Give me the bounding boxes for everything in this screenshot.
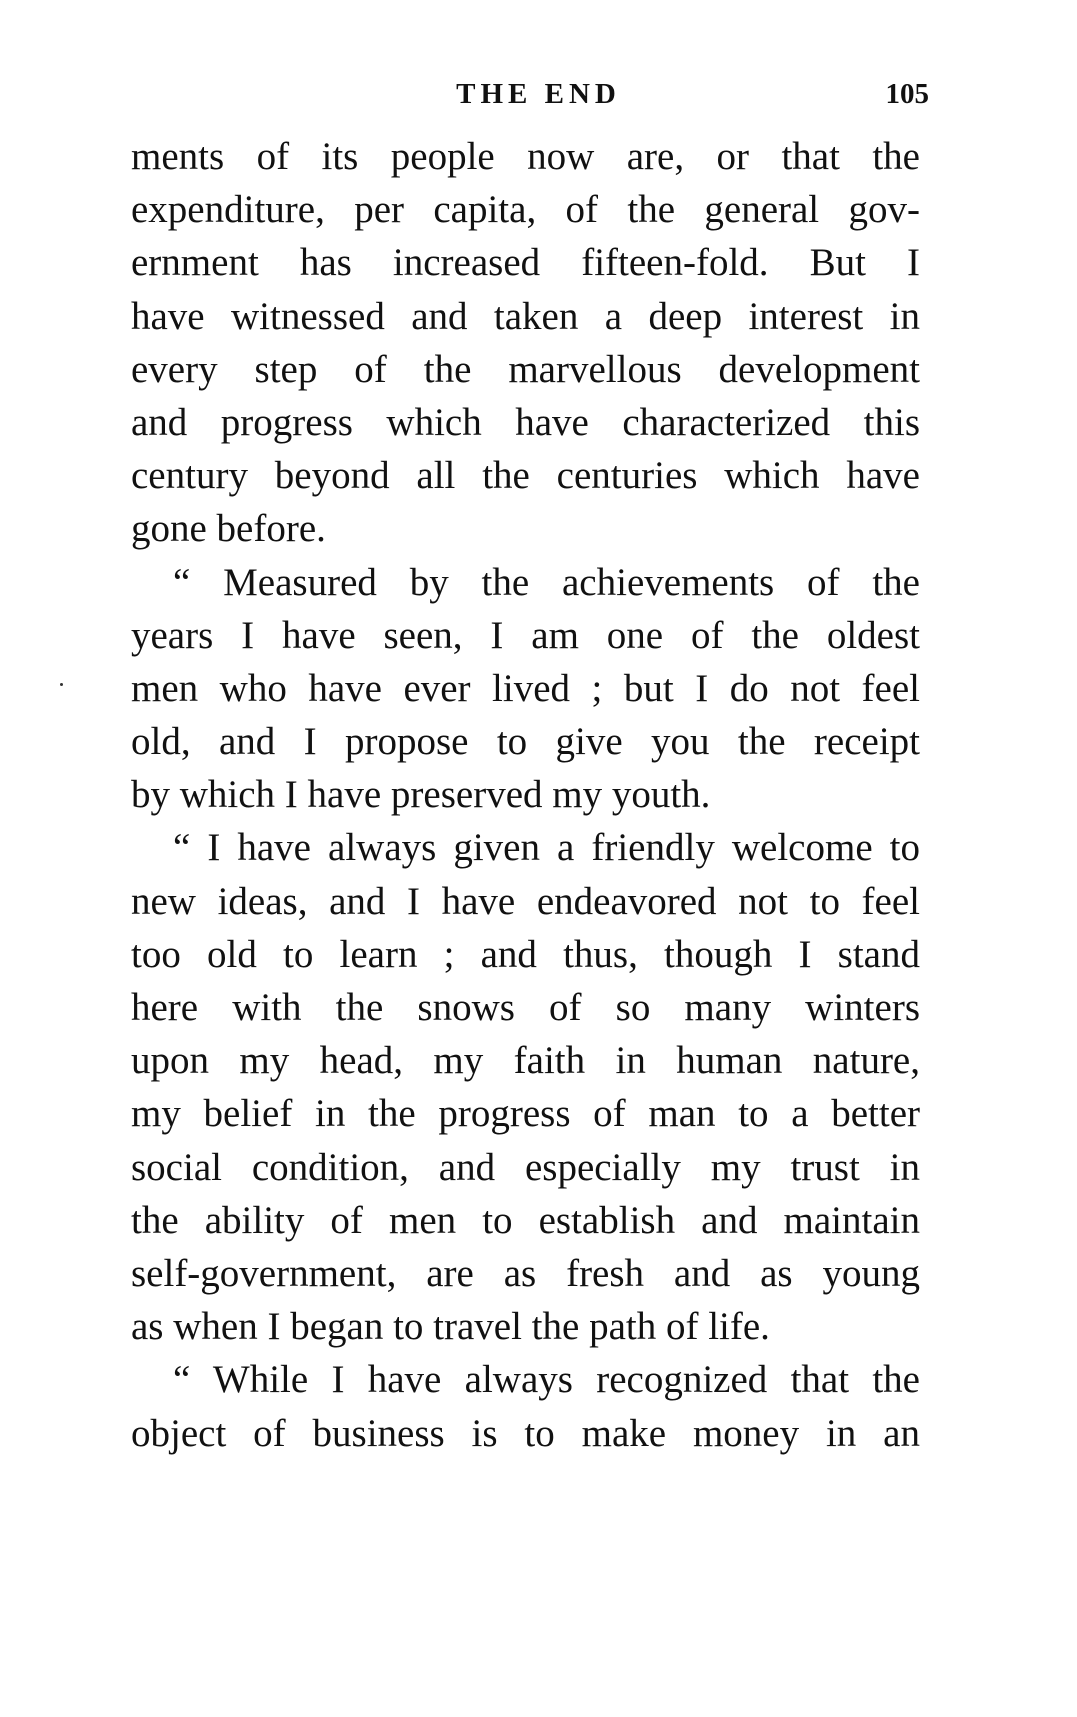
text-line: “ Measured by the achievements of the [173,560,920,604]
scan-speck [60,683,63,686]
text-line: social condition, and especially my trust in [131,1145,920,1189]
text-line: expenditure, per capita, of the general gov- [131,188,920,232]
text-line: and progress which have characterized this [131,400,920,444]
text-line: gone before. [131,507,326,551]
text-line: here with the snows of so many winters [131,986,920,1029]
running-head [0,74,1077,114]
text-line: as when I began to travel the path of life. [131,1305,770,1349]
text-line: self-government, are as fresh and as young [131,1251,920,1295]
text-line: years I have seen, I am one of the oldest [131,613,920,657]
text-line: ments of its people now are, or that the [131,135,920,178]
text-line: “ While I have always recognized that the [173,1358,920,1402]
text-line: century beyond all the centuries which have [131,454,920,498]
text-line: “ I have always given a friendly welcome to [173,826,920,870]
text-line: by which I have preserved my youth. [131,773,711,817]
text-line: too old to learn ; and thus, though I stand [131,932,920,976]
text-line: every step of the marvellous development [131,347,920,391]
text-line: ernment has increased fifteen-fold. But I [131,241,920,285]
page-number: 105 [885,78,929,110]
text-line: the ability of men to establish and maintain [131,1198,920,1242]
text-line: my belief in the progress of man to a better [131,1092,920,1136]
body-text [131,130,920,1460]
text-line: men who have ever lived ; but I do not feel [131,666,920,710]
text-line: upon my head, my faith in human nature, [131,1039,920,1083]
running-title: THE END [456,78,621,110]
text-line: have witnessed and taken a deep interest in [131,294,920,338]
text-line: old, and I propose to give you the receipt [131,720,920,764]
text-line: new ideas, and I have endeavored not to feel [131,879,920,923]
text-line: object of business is to make money in an [131,1411,920,1455]
